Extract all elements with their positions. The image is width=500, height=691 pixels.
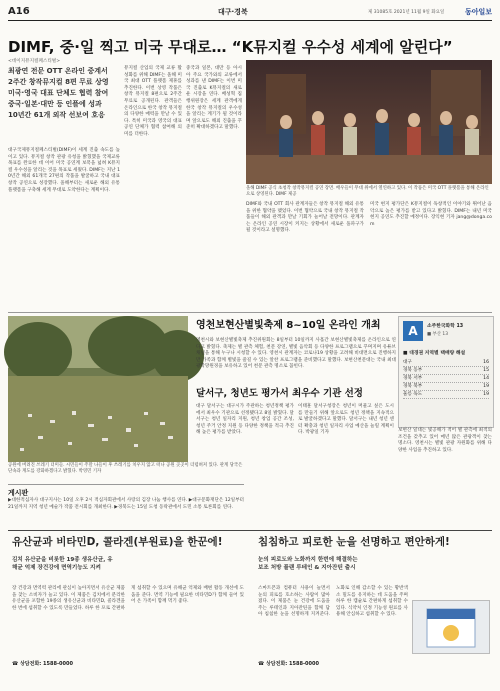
page-number: A16 [8,6,30,17]
info-table-value: 14 [483,376,489,381]
section-title: 대구·경북 [218,8,248,16]
lead-body-col4: DIMF와 국내 OTT 회사 관계자들은 창작 뮤지컬 해외 유통을 위한 협약을 맺었다. 이번 협약으로 국내 창작 뮤지컬 작품들이 해외 관객과 만날 기회가 늘어날 전망이다. 관계자는 온라인 공연 시장이 커지는 상황에서 새로운 돌파구가 될 것이라고 설명했다. [246,202,366,234]
info-table-region: 경북 서부 [403,376,423,381]
ad-right-body: 스마트폰과 컴퓨터 사용이 늘면서 눈의 피로를 호소하는 사람이 많아졌다. 이 제품은 눈 건강에 도움을 주는 루테인과 지아잔틴을 함께 담아 침침한 눈을 선명하게 지켜준다. 노화로 인해 감소할 수 있는 황반색소 밀도를 유지하는 데 도움을 주며 하루 한 캡슐로 간편하게 섭취할 수 있다. 식약처 인정 기능성 원료를 사용해 안심하고 섭취할 수 있다. [258,586,410,618]
info-table-title: ■ 대경권 지역별 택배량 해설 [403,351,466,356]
info-table-row [403,359,489,367]
ad-left-lead: 김치 유산균을 비롯한 19종 생유산균, 유해균 억제 장건강에 면역기능도 지켜 [12,557,113,571]
info-logo-letter: A [403,321,423,341]
ad-divider [8,530,492,531]
ad-left-contact: ☎ 상담전화: 1588-0000 [12,661,73,667]
info-table-row [403,391,489,399]
info-table-value: 16 [483,360,489,365]
info-table-row [403,375,489,383]
info-table-region: 경북 북부 [403,384,423,389]
info-box [398,316,494,428]
notice-body: ▶대한적십자사 대구지사는 10일 오후 2시 적십자회관에서 사랑의 김장 나눔 행사를 연다. ▶대구문화재단은 12일부터 21일까지 지역 청년 예술가 작품 전시회를 개최한다. ▶경북도는 15일 도청 동락관에서 도민 소통 토론회를 연다. [8,498,246,510]
info-table-value: 15 [483,368,489,373]
lead-body-col3: 중국과 일본, 대만 등 아시아 주요 국가와의 교류에서 성과를 낸 DIMF는 이번 미국 진출로 K뮤지컬의 새로운 시장을 연다. 배성혁 집행위원장은 세계 관객에게 한국 창작 뮤지컬의 우수성을 알리는 계기가 될 것이라며 앞으로도 해외 진출을 꾸준히 확대하겠다고 말했다. [186,66,244,131]
issue-date: 제 31085호 2021년 11월 9일 화요일 [368,10,445,15]
info-brand: 소주한국화학 13 [427,324,464,329]
park-photo [8,316,188,462]
feature-headline: 달서구, 청년도 평가서 최우수 기관 선정 [196,388,363,399]
stage-photo-caption: 올해 DIMF 공식 초청작 창작뮤지컬 공연 장면. 배우들이 무대 위에서 열연하고 있다. 이 작품은 미국 OTT 플랫폼을 통해 온라인으로 상영된다. DIMF 제공 [246,186,489,197]
notice-title: 게시판 [8,489,29,497]
park-photo-caption: 공원에 버려진 쓰레기 더미들. 시민들이 주말 나들이 후 쓰레기를 치우지 않고 떠나 공원 곳곳이 더럽혀져 있다. 관계 당국은 단속과 계도를 강화하겠다고 밝혔다. 박영민 기자 [8,463,243,474]
ad-right-headline: 침침하고 피로한 눈을 선명하고 편안하게! [258,536,450,548]
info-table-region: 경북 동부 [403,368,423,373]
park-photo-graphic [8,316,188,462]
info-table-value: 19 [483,392,489,397]
stage-photo-graphic [246,60,492,184]
ad-left-headline: 유산균과 비타민D, 콜라겐(부원료)을 한꾼에! [12,536,223,548]
lead-body-col2: 뮤지컬 산업의 국제 교류 활성화를 위해 DIMF는 올해 미국 최대 OTT 플랫폼 제휴를 추진한다. 이번 상영 작품은 창작 뮤지컬 8편으로 2주간 무료로 공개된다. 관객들은 온라인으로 한국 창작 뮤지컬의 다양한 매력을 만날 수 있다. 특히 미국과 영국의 대표 공연 단체가 협력 참여해 의미를 더한다. [124,66,184,137]
ad-right-lead: 눈의 피로도와 노화까지 한번에 해결하는 보조 처방 플랜 루테인 & 지아잔틴 출시 [258,557,358,571]
ad-right-product [412,600,490,654]
ad-right-contact: ☎ 상담전화: 1588-0000 [258,661,319,667]
info-table-value: 19 [483,384,489,389]
info-table-row [403,383,489,391]
stage-photo [246,60,492,184]
feature-body-right: 이태훈 달서구청장은 청년이 머물고 싶은 도시를 만들기 위해 앞으로도 청년 정책을 지속적으로 발굴하겠다고 말했다. 달서구는 내년 청년 센터 확충과 청년 일자리 사업 예산을 늘릴 계획이다. 박광일 기자 [298,404,394,436]
info-side-text: 보현산 일대는 빛공해가 적어 별 관측에 최적의 조건을 갖추고 있어 매년 많은 관광객이 찾는 명소다. 영천시는 별빛 관광 자원화를 위해 다양한 사업을 추진하고 있다. [398,428,494,453]
info-table-region: 대구 [403,360,412,365]
feature-body-left: 대구 달서구는 대구시가 주관하는 청년정책 평가에서 최우수 기관으로 선정됐다고 8일 밝혔다. 달서구는 청년 일자리 지원, 청년 창업 공간 조성, 청년 주거 안정 지원 등 다양한 정책을 적극 추진해 높은 평가를 받았다. [196,404,296,436]
page-header [8,6,492,21]
lead-subhead: <데이지뮤지컬페스티벌> [8,59,61,64]
ad-left-body: 장 건강과 면역력 관리에 관심이 높아지면서 유산균 제품을 찾는 소비자가 늘고 있다. 이 제품은 김치에서 분리한 유산균을 포함한 19종의 생유산균과 비타민D, 콜라겐을 한 번에 섭취할 수 있도록 만들었다. 하루 한 포로 간편하게 섭취할 수 있으며 유해균 억제와 배변 활동 개선에 도움을 준다. 면역 기능에 필요한 비타민D가 함께 들어 있어 온 가족이 함께 먹기 좋다. [12,586,244,611]
product-box-icon [413,601,489,653]
info-table [403,359,489,399]
culture-body: 영천시와 보현산별빛축제 추진위원회는 8일부터 10일까지 사흘간 보현산별빛축제를 온라인으로 연다고 밝혔다. 축제는 별 관측 체험, 천문 강연, 별빛 음악회 등 다양한 프로그램으로 꾸며지며 유튜브 채널을 통해 누구나 시청할 수 있다. 영천시 관계자는 코로나19 상황을 고려해 비대면으로 진행하지만 가족과 함께 별빛을 즐길 수 있는 알찬 프로그램을 준비했다고 말했다. 보현산천문대는 국내 최대 광학망원경을 보유하고 있어 천문 관측 명소로 꼽힌다. [196,338,398,370]
lead-headline: DIMF, 중·일 찍고 미국 무대로… “K뮤지컬 우수성 세계에 알린다” [8,38,453,56]
info-table-region: 울릉 독도 [403,392,423,397]
lead-body-col1: 대구국제뮤지컬페스티벌(DIMF)이 세계 진출 속도를 높이고 있다. 뮤지컬 창작 관광 유청을 밝혔했을 국제교류 목표를 완료한 데 이어 미국 공연계 보폭을 넓혀 K뮤지컬 우수성을 알리는 것을 목표로 세웠다. DIMF는 지난 10년간 해외 61개국 27편의 작품을 발굴하고 국내 대표 창작 공연으로 성장했다. 올해부터는 새로운 해외 유통 플랫폼을 구축해 세계 무대로 도약한다는 계획이다. [8,148,122,193]
newspaper-logo: 동아일보 [464,8,492,16]
info-table-row [403,367,489,375]
culture-headline: 영천보현산별빛축제 8~10일 온라인 개최 [196,320,381,331]
section-divider [8,312,492,313]
lead-body-col5: 미국 현지 평가단은 K뮤지컬이 독창적인 이야기와 뛰어난 음악으로 높은 평가를 받고 있다고 밝혔다. DIMF는 내년 미국 현지 공연도 추진할 예정이다. 장익현 기자 jang@donga.com [370,202,494,227]
notice-rule [8,484,244,485]
info-sub: ■ 부산 13 [427,332,449,337]
lead-deck: 최광연 전문 OTT 온라인 중계서 2주간 창작뮤지컬 8편 무료 상영 미국·영국 대표 단체도 협력 참여 중국·일본·대만 등 인플에 성과 10년간 61개 외작 선보여 호응 [8,67,109,119]
